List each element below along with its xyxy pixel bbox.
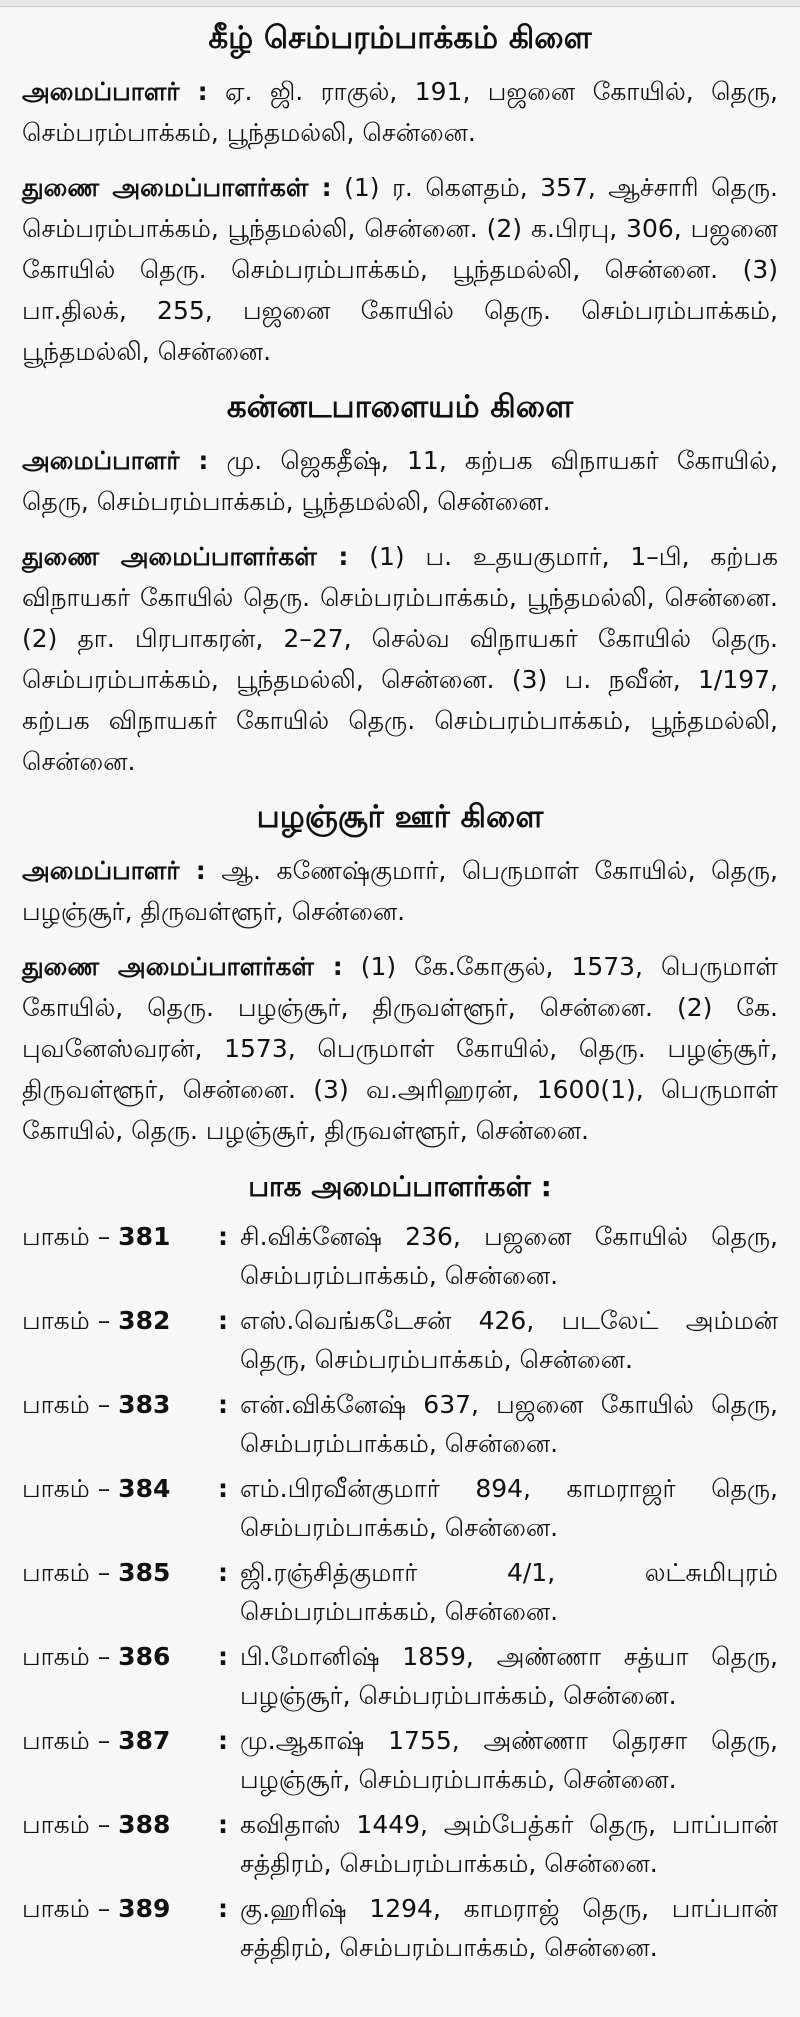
booth-detail: எஸ்.வெங்கடேசன் 426, படலேட் அம்மன் தெரு, செம்பரம்பாக்கம், சென்னை. bbox=[240, 1306, 778, 1374]
deputy-paragraph bbox=[22, 167, 778, 372]
branch-list bbox=[22, 17, 778, 1151]
booth-detail: கு.ஹரிஷ் 1294, காமராஜ் தெரு, பாப்பான் சத்திரம், செம்பரம்பாக்கம், சென்னை. bbox=[240, 1894, 778, 1962]
branch-heading: கன்னடபாளையம் கிளை bbox=[226, 389, 574, 425]
booth-section-title: பாக அமைப்பாளர்கள் : bbox=[248, 1170, 552, 1203]
booth-key bbox=[22, 1385, 218, 1463]
booth-key bbox=[22, 1721, 218, 1799]
deputy-paragraph bbox=[22, 536, 778, 782]
booth-key bbox=[22, 1805, 218, 1883]
booth-number: 385 bbox=[118, 1558, 171, 1587]
organizer-paragraph bbox=[22, 850, 778, 932]
branch-section bbox=[22, 17, 778, 372]
booth-row bbox=[22, 1469, 778, 1547]
booth-colon: : bbox=[218, 1222, 228, 1251]
organizer-details: ஏ. ஜி. ராகுல், 191, பஜனை கோயில், தெரு, செம்பரம்பாக்கம், பூந்தமல்லி, சென்னை. bbox=[22, 77, 778, 147]
deputy-details: (1) ப. உதயகுமார், 1–பி, கற்பக விநாயகர் கோயில் தெரு. செம்பரம்பாக்கம், பூந்தமல்லி, சென்னை. (2) தா. பிரபாகரன், 2–27, செல்வ விநாயகர் கோயில் தெரு. செம்பரம்பாக்கம், பூந்தமல்லி, சென்னை. (3) ப. நவீன், 1/197, கற்பக விநாயகர் கோயில் தெரு. செம்பரம்பாக்கம், பூந்தமல்லி, சென்னை. bbox=[22, 542, 778, 776]
booth-key bbox=[22, 1553, 218, 1631]
booth-colon: : bbox=[218, 1306, 228, 1335]
booth-row bbox=[22, 1889, 778, 1967]
organizer-details: மு. ஜெகதீஷ், 11, கற்பக விநாயகர் கோயில், தெரு, செம்பரம்பாக்கம், பூந்தமல்லி, சென்னை. bbox=[22, 446, 778, 516]
deputy-details: (1) கே.கோகுல், 1573, பெருமாள் கோயில், தெரு. பழஞ்சூர், திருவள்ளூர், சென்னை. (2) கே. புவனேஸ்வரன், 1573, பெருமாள் கோயில், தெரு. பழஞ்சூர், திருவள்ளூர், சென்னை. (3) வ.அரிஹரன், 1600(1), பெருமாள் கோயில், தெரு. பழஞ்சூர், திருவள்ளூர், சென்னை. bbox=[22, 952, 778, 1145]
booth-number: 382 bbox=[118, 1306, 171, 1335]
booth-detail: சி.விக்னேஷ் 236, பஜனை கோயில் தெரு, செம்பரம்பாக்கம், சென்னை. bbox=[240, 1222, 778, 1290]
deputy-label: துணை அமைப்பாளர்கள் : bbox=[22, 952, 343, 981]
booth-detail: கவிதாஸ் 1449, அம்பேத்கர் தெரு, பாப்பான் சத்திரம், செம்பரம்பாக்கம், சென்னை. bbox=[240, 1810, 778, 1878]
booth-detail: ஜி.ரஞ்சித்குமார் 4/1, லட்சுமிபுரம் செம்பரம்பாக்கம், சென்னை. bbox=[240, 1558, 778, 1626]
booth-prefix: பாகம் – bbox=[22, 1306, 119, 1335]
booth-number: 381 bbox=[118, 1222, 171, 1251]
booth-colon: : bbox=[218, 1642, 228, 1671]
organizer-label: அமைப்பாளர் : bbox=[22, 446, 209, 475]
booth-row bbox=[22, 1721, 778, 1799]
booth-prefix: பாகம் – bbox=[22, 1390, 119, 1419]
organizer-paragraph bbox=[22, 440, 778, 522]
organizer-label: அமைப்பாளர் : bbox=[22, 77, 208, 106]
booth-key bbox=[22, 1889, 218, 1967]
booth-prefix: பாகம் – bbox=[22, 1222, 119, 1251]
booth-prefix: பாகம் – bbox=[22, 1810, 119, 1839]
booth-prefix: பாகம் – bbox=[22, 1894, 119, 1923]
booth-colon: : bbox=[218, 1894, 228, 1923]
organizer-details: ஆ. கணேஷ்குமார், பெருமாள் கோயில், தெரு, பழஞ்சூர், திருவள்ளூர், சென்னை. bbox=[22, 856, 778, 926]
booth-colon: : bbox=[218, 1810, 228, 1839]
booth-prefix: பாகம் – bbox=[22, 1642, 119, 1671]
booth-detail: என்.விக்னேஷ் 637, பஜனை கோயில் தெரு, செம்பரம்பாக்கம், சென்னை. bbox=[240, 1390, 778, 1458]
booth-number: 389 bbox=[118, 1894, 171, 1923]
booth-row bbox=[22, 1385, 778, 1463]
branch-heading: கீழ் செம்பரம்பாக்கம் கிளை bbox=[208, 20, 592, 56]
branch-heading: பழஞ்சூர் ஊர் கிளை bbox=[256, 799, 544, 835]
deputy-details: (1) ர. கௌதம், 357, ஆச்சாரி தெரு. செம்பரம்பாக்கம், பூந்தமல்லி, சென்னை. (2) க.பிரபு, 306, பஜனை கோயில் தெரு. செம்பரம்பாக்கம், பூந்தமல்லி, சென்னை. (3) பா.திலக், 255, பஜனை கோயில் தெரு. செம்பரம்பாக்கம், பூந்தமல்லி, சென்னை. bbox=[22, 173, 778, 366]
booth-detail: மு.ஆகாஷ் 1755, அண்ணா தெரசா தெரு, பழஞ்சூர், செம்பரம்பாக்கம், சென்னை. bbox=[240, 1726, 778, 1794]
branch-section bbox=[22, 796, 778, 1151]
organizer-paragraph bbox=[22, 71, 778, 153]
booth-number: 384 bbox=[118, 1474, 171, 1503]
booth-number: 387 bbox=[118, 1726, 171, 1755]
booth-prefix: பாகம் – bbox=[22, 1474, 119, 1503]
booth-key bbox=[22, 1301, 218, 1379]
booth-number: 388 bbox=[118, 1810, 171, 1839]
booth-colon: : bbox=[218, 1726, 228, 1755]
booth-number: 386 bbox=[118, 1642, 171, 1671]
booth-row bbox=[22, 1805, 778, 1883]
cropped-top-strip bbox=[0, 0, 800, 7]
booth-row bbox=[22, 1553, 778, 1631]
booth-row bbox=[22, 1301, 778, 1379]
booth-detail: எம்.பிரவீன்குமார் 894, காமராஜர் தெரு, செம்பரம்பாக்கம், சென்னை. bbox=[240, 1474, 778, 1542]
booth-row bbox=[22, 1217, 778, 1295]
booth-prefix: பாகம் – bbox=[22, 1558, 119, 1587]
deputy-label: துணை அமைப்பாளர்கள் : bbox=[22, 542, 349, 571]
booth-prefix: பாகம் – bbox=[22, 1726, 119, 1755]
booth-list bbox=[22, 1217, 778, 1967]
booth-detail: பி.மோனிஷ் 1859, அண்ணா சத்யா தெரு, பழஞ்சூர், செம்பரம்பாக்கம், சென்னை. bbox=[240, 1642, 778, 1710]
deputy-paragraph bbox=[22, 946, 778, 1151]
booth-colon: : bbox=[218, 1558, 228, 1587]
booth-key bbox=[22, 1469, 218, 1547]
booth-number: 383 bbox=[118, 1390, 171, 1419]
branch-section bbox=[22, 386, 778, 782]
organizer-label: அமைப்பாளர் : bbox=[22, 856, 206, 885]
booth-colon: : bbox=[218, 1474, 228, 1503]
booth-key bbox=[22, 1637, 218, 1715]
booth-colon: : bbox=[218, 1390, 228, 1419]
deputy-label: துணை அமைப்பாளர்கள் : bbox=[22, 173, 332, 202]
booth-key bbox=[22, 1217, 218, 1295]
booth-row bbox=[22, 1637, 778, 1715]
